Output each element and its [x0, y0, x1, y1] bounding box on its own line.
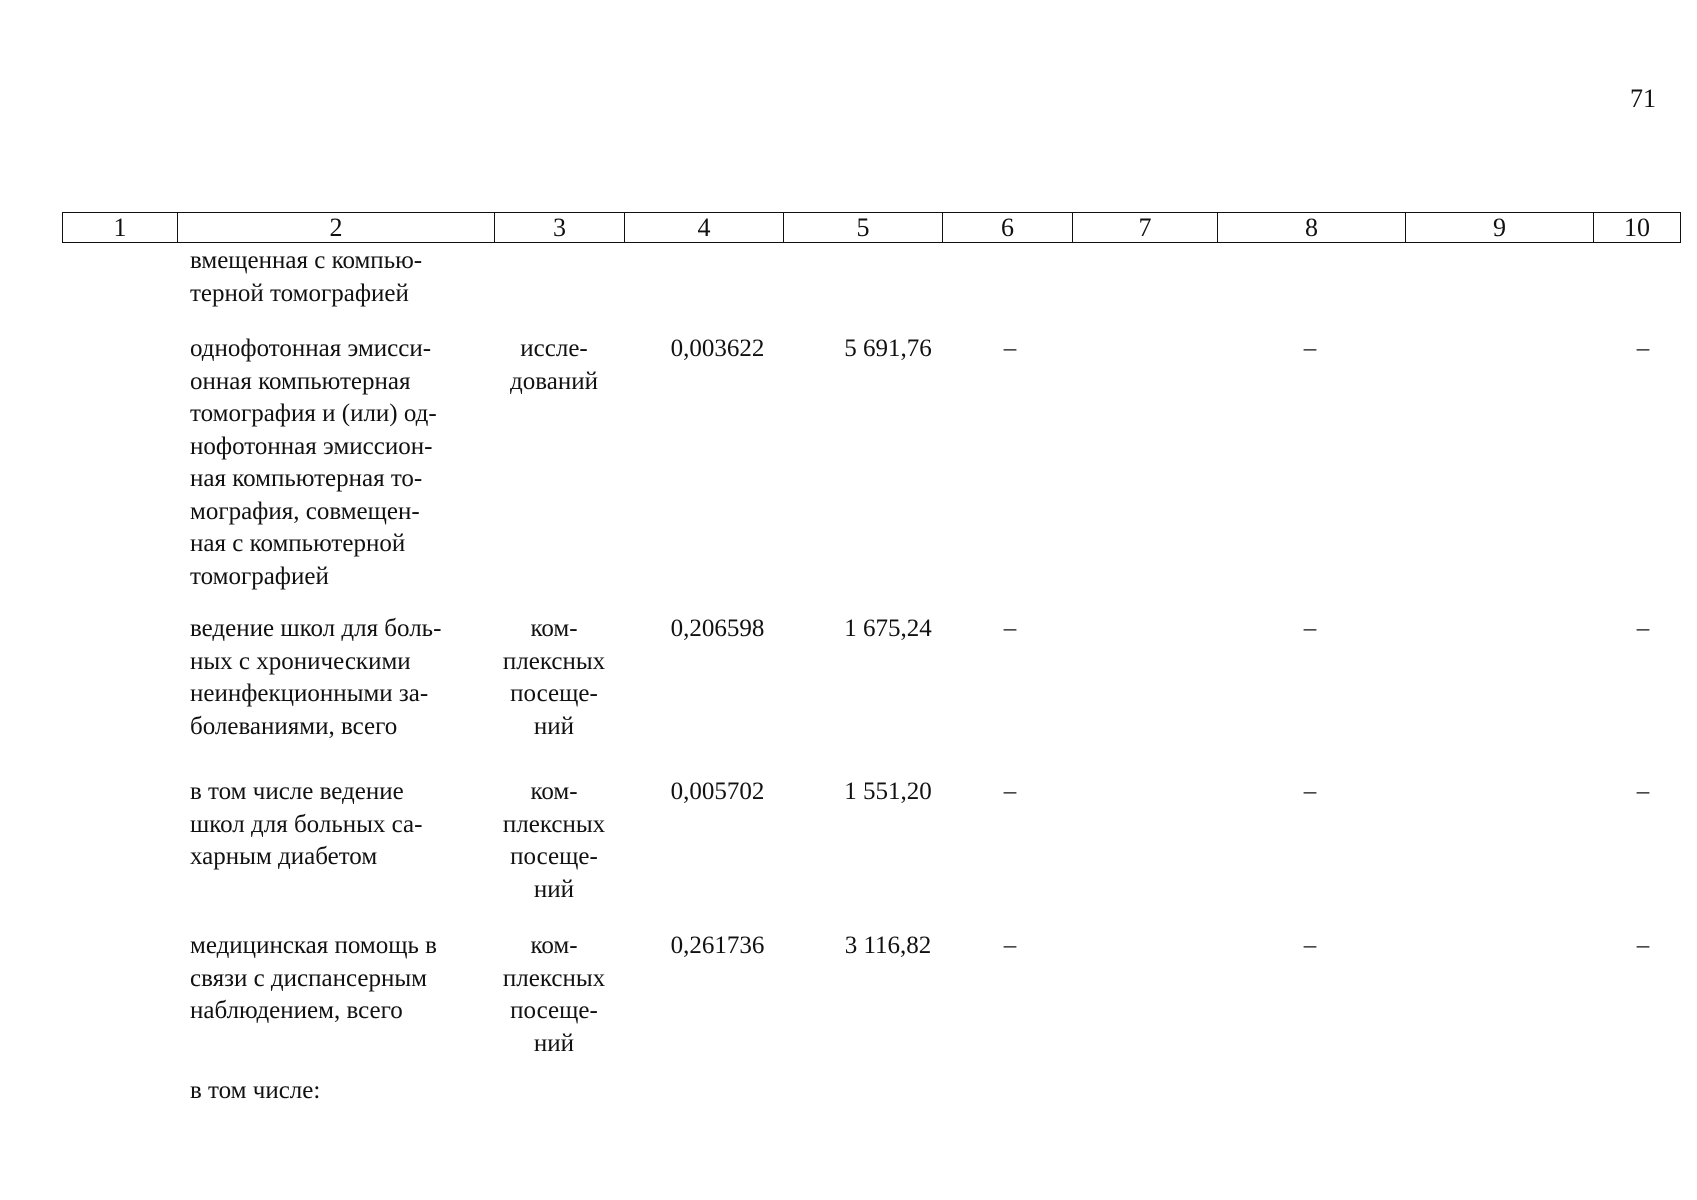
row-unit: ком- плексных посеще- ний	[502, 932, 606, 1057]
column-header: 9	[1406, 213, 1594, 243]
column-header: 8	[1218, 213, 1406, 243]
row-description: ведение школ для боль- ных с хроническими неинфекционными за- болеваниями, всего	[190, 615, 442, 740]
column-header-row	[62, 212, 1681, 243]
cell-col5: 3 116,82	[844, 932, 932, 959]
continuation-text	[190, 245, 482, 310]
cell-col10: –	[1636, 335, 1650, 362]
column-header: 4	[625, 213, 784, 243]
cell-col10: –	[1636, 615, 1650, 642]
cell-col4: 0,261736	[670, 932, 765, 959]
cell-col6: –	[1003, 932, 1017, 959]
cell-col6: –	[1003, 615, 1017, 642]
column-header: 3	[495, 213, 625, 243]
row-description: однофотонная эмисси- онная компьютерная томография и (или) од- нофотонная эмиссион- ная компьютерная то- мография, совмещен- ная с компьютерной томографией	[190, 335, 437, 590]
cell-col6: –	[1003, 778, 1017, 805]
cell-col4: 0,206598	[670, 615, 765, 642]
row-unit: иссле- дований	[510, 335, 598, 395]
cell-col4: 0,003622	[670, 335, 765, 362]
cell-col8: –	[1303, 335, 1317, 362]
cell-col8: –	[1303, 615, 1317, 642]
cell-col8: –	[1303, 932, 1317, 959]
cell-col5: 1 551,20	[844, 778, 932, 805]
column-header: 10	[1594, 213, 1681, 243]
cell-col5: 5 691,76	[844, 335, 932, 362]
cell-col5: 1 675,24	[844, 615, 932, 642]
column-header: 1	[63, 213, 178, 243]
cell-col6: –	[1003, 335, 1017, 362]
cell-col10: –	[1636, 932, 1650, 959]
description-line: терной томографией	[190, 279, 409, 307]
cell-col10: –	[1636, 778, 1650, 805]
column-header: 2	[178, 213, 495, 243]
column-header: 5	[784, 213, 943, 243]
row-description: медицинская помощь в связи с диспансерным наблюдением, всего	[190, 932, 437, 1024]
cell-col8: –	[1303, 778, 1317, 805]
description-line: вмещенная с компью-	[190, 247, 423, 274]
row-description: в том числе ведение школ для больных са- харным диабетом	[190, 778, 423, 870]
column-header: 6	[943, 213, 1073, 243]
page-number: 71	[1630, 84, 1656, 113]
trailing-text: в том числе:	[190, 1077, 321, 1104]
column-header: 7	[1073, 213, 1218, 243]
row-unit: ком- плексных посеще- ний	[502, 615, 606, 740]
row-unit: ком- плексных посеще- ний	[502, 778, 606, 903]
cell-col4: 0,005702	[670, 778, 765, 805]
